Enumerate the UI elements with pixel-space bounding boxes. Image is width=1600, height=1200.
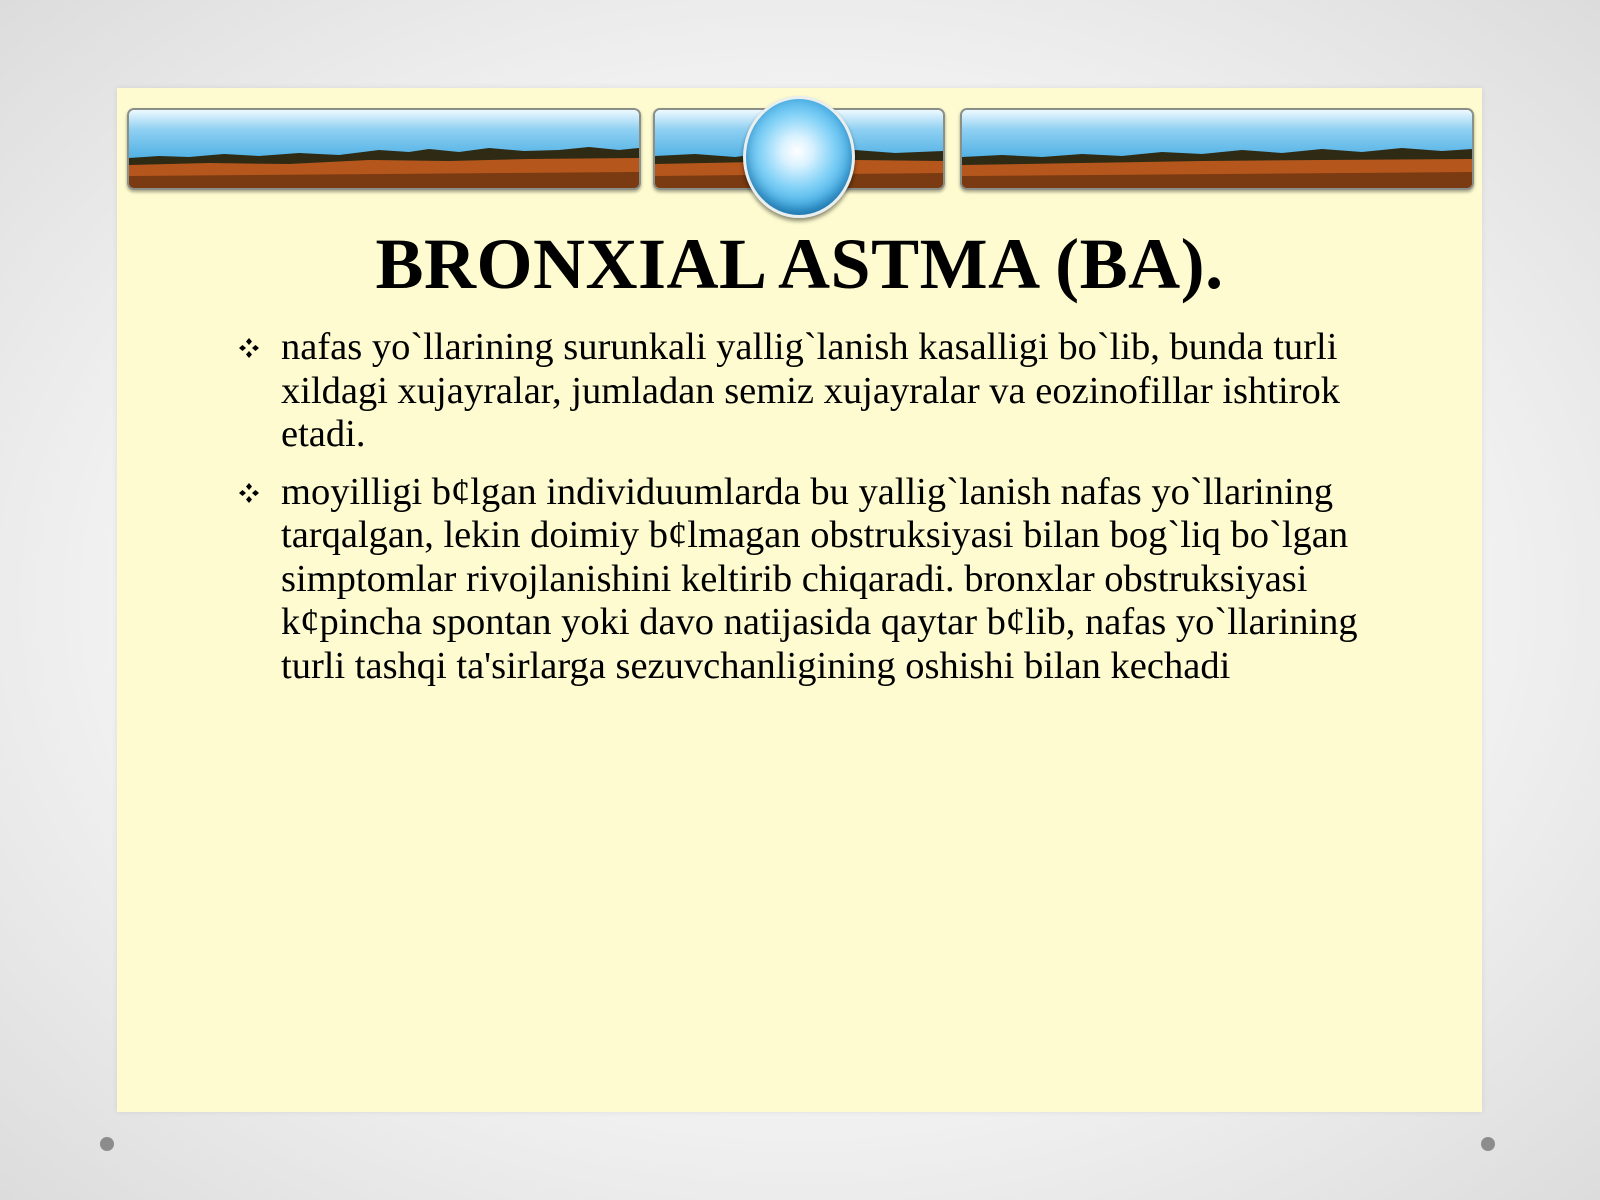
landscape-banner-right	[960, 108, 1474, 190]
four-diamond-bullet-icon	[235, 334, 263, 362]
landscape-banner-left	[127, 108, 641, 190]
landscape-image	[129, 110, 639, 188]
nav-dot-left[interactable]	[100, 1137, 114, 1151]
bullet-text: moyilligi b¢lgan individuumlarda bu yallig`lanish nafas yo`llarining tarqalgan, lekin doimiy b¢lmagan obstruksiyasi bilan bog`liq bo`lgan simptomlar rivojlanishini keltirib chiqaradi. bronxlar obstruksiyasi k¢pincha spontan yoki davo natijasida qaytar b¢lib, nafas yo`llarining turli tashqi ta'sirlarga sezuvchanligining oshishi bilan kechadi	[281, 470, 1358, 687]
nav-dot-right[interactable]	[1481, 1137, 1495, 1151]
slide-title: BRONXIAL ASTMA (BA).	[375, 224, 1224, 304]
slide	[117, 88, 1482, 1112]
landscape-image	[962, 110, 1472, 188]
bullet-item	[235, 326, 1365, 457]
bullet-text: nafas yo`llarining surunkali yallig`lanish kasalligi bo`lib, bunda turli xildagi xujayralar, jumladan semiz xujayralar va eozinofillar ishtirok etadi.	[281, 326, 1340, 455]
bullet-item	[235, 471, 1365, 689]
bullet-list	[235, 326, 1365, 702]
globe-orb	[743, 96, 855, 218]
four-diamond-bullet-icon	[235, 479, 263, 507]
